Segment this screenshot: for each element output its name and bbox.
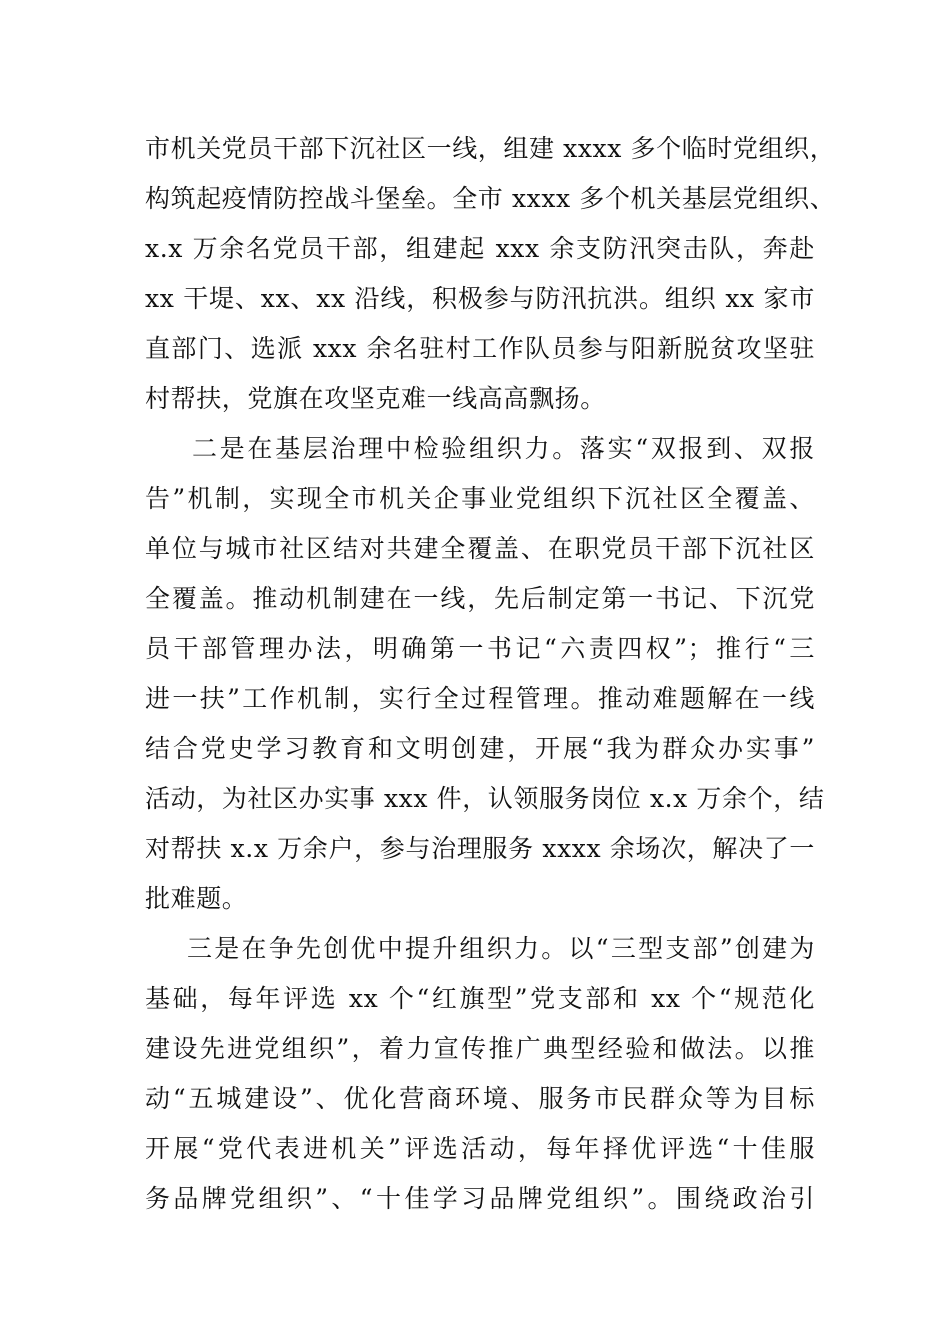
body-text bbox=[145, 124, 836, 1224]
text-line: 建设先进党组织”，着力宣传推广典型经验和做法。以推 bbox=[145, 1034, 815, 1063]
paragraph-3 bbox=[145, 924, 815, 1224]
text-line: 批难题。 bbox=[145, 884, 248, 913]
text-line: 三是在争先创优中提升组织力。以“三型支部”创建为 bbox=[187, 934, 815, 963]
text-line: 员干部管理办法，明确第一书记“六责四权”；推行“三 bbox=[145, 634, 815, 663]
text-line: 结合党史学习教育和文明创建，开展“我为群众办实事” bbox=[145, 734, 815, 763]
text-line: 活动，为社区办实事 xxx 件，认领服务岗位 x.x 万余个，结 bbox=[145, 784, 825, 813]
text-line: x.x 万余名党员干部，组建起 xxx 余支防汛突击队，奔赴 bbox=[145, 234, 815, 263]
text-line: 基础，每年评选 xx 个“红旗型”党支部和 xx 个“规范化 bbox=[145, 984, 815, 1013]
paragraph-2 bbox=[145, 424, 825, 924]
text-line: 村帮扶，党旗在攻坚克难一线高高飘扬。 bbox=[145, 384, 606, 413]
text-line: 告”机制，实现全市机关企事业党组织下沉社区全覆盖、 bbox=[145, 484, 815, 513]
text-line: 构筑起疫情防控战斗堡垒。全市 xxxx 多个机关基层党组织、 bbox=[145, 184, 836, 213]
text-line: 直部门、选派 xxx 余名驻村工作队员参与阳新脱贫攻坚驻 bbox=[145, 334, 815, 363]
text-line: 动“五城建设”、优化营商环境、服务市民群众等为目标 bbox=[145, 1084, 815, 1113]
text-line: 对帮扶 x.x 万余户，参与治理服务 xxxx 余场次，解决了一 bbox=[145, 834, 815, 863]
text-line: 开展“党代表进机关”评选活动，每年择优评选“十佳服 bbox=[145, 1134, 815, 1163]
paragraph-1 bbox=[145, 124, 836, 424]
text-line: 单位与城市社区结对共建全覆盖、在职党员干部下沉社区 bbox=[145, 534, 815, 563]
text-line: xx 干堤、xx、xx 沿线，积极参与防汛抗洪。组织 xx 家市 bbox=[145, 284, 815, 313]
text-line: 二是在基层治理中检验组织力。落实“双报到、双报 bbox=[192, 434, 815, 463]
text-line: 务品牌党组织”、“十佳学习品牌党组织”。围绕政治引 bbox=[145, 1184, 815, 1213]
text-line: 进一扶”工作机制，实行全过程管理。推动难题解在一线 bbox=[145, 684, 815, 713]
text-line: 市机关党员干部下沉社区一线，组建 xxxx 多个临时党组织， bbox=[145, 134, 836, 163]
text-line: 全覆盖。推动机制建在一线，先后制定第一书记、下沉党 bbox=[145, 584, 815, 613]
